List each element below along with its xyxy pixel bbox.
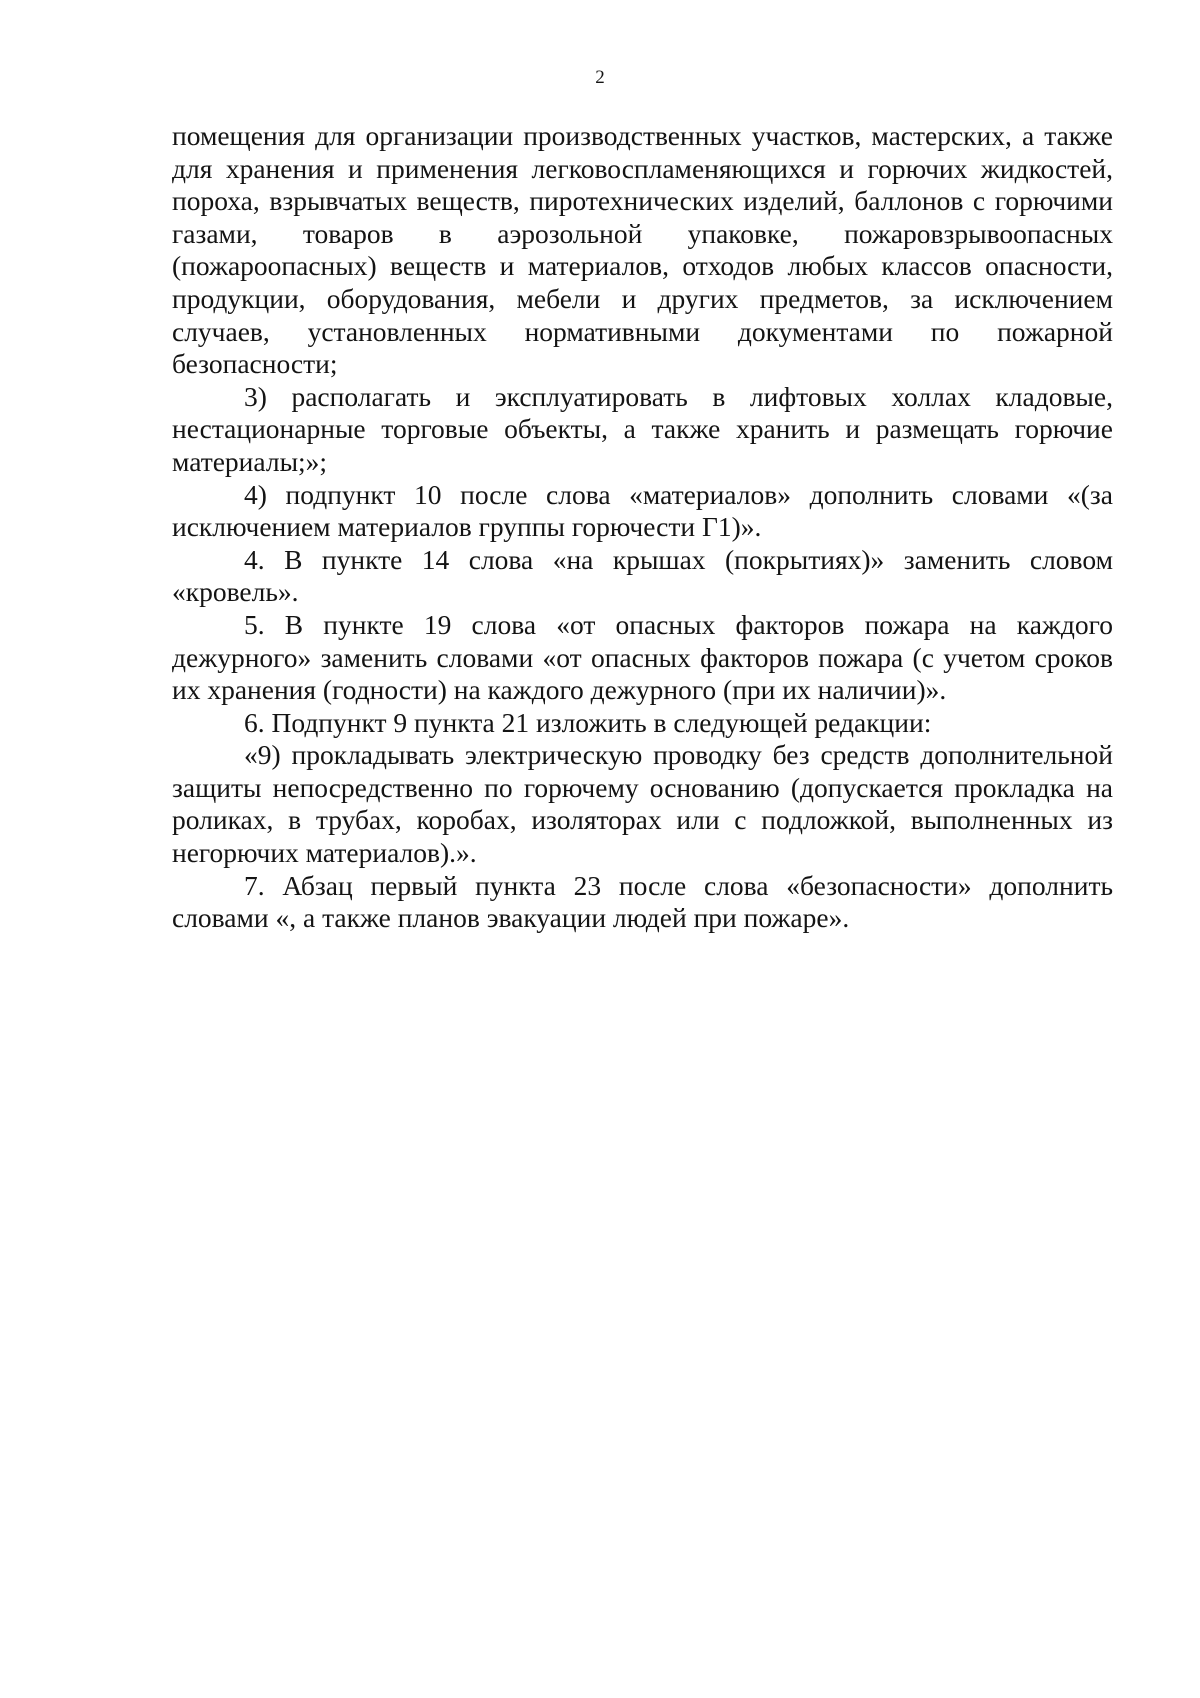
paragraph-point-5: 5. В пункте 19 слова «от опасных факторов пожара на каждого дежурного» заменить словами «от опасных факторов пожара (с учетом сроков их хранения (годности) на каждого дежурного (при их наличии)». [172,608,1113,706]
paragraph-subpoint-9-text: «9) прокладывать электрическую проводку без средств дополнительной защиты непосредственно по горючему основанию (допускается прокладка на роликах, в трубах, коробах, изоляторах или с подложкой, выполненных из негорючих материалов).». [172,739,1113,869]
paragraph-point-6: 6. Подпункт 9 пункта 21 изложить в следующей редакции: [244,706,932,738]
document-body [172,120,1113,935]
paragraph-item-3: 3) располагать и эксплуатировать в лифтовых холлах кладовые, нестационарные торговые объекты, а также хранить и размещать горючие материалы;»; [172,380,1113,477]
paragraph-point-7: 7. Абзац первый пункта 23 после слова «безопасности» дополнить словами «, а также планов эвакуации людей при пожаре». [172,869,1113,934]
page-number: 2 [595,67,605,88]
paragraph-premises-continuation: помещения для организации производственных участков, мастерских, а также для хранения и применения легковоспламеняющихся и горючих жидкостей, пороха, взрывчатых веществ, пиротехнических изделий, баллонов с горючими газами, товаров в аэрозольной упаковке, пожаровзрывоопасных (пожароопасных) веществ и материалов, отходов любых классов опасности, продукции, оборудования, мебели и других предметов, за исключением случаев, установленных нормативными документами по пожарной безопасности; [172,120,1113,380]
paragraph-item-4-subpoint-10: 4) подпункт 10 после слова «материалов» дополнить словами «(за исключением материалов группы горючести Г1)». [172,478,1113,543]
paragraph-point-4: 4. В пункте 14 слова «на крышах (покрытиях)» заменить словом «кровель». [172,543,1113,608]
